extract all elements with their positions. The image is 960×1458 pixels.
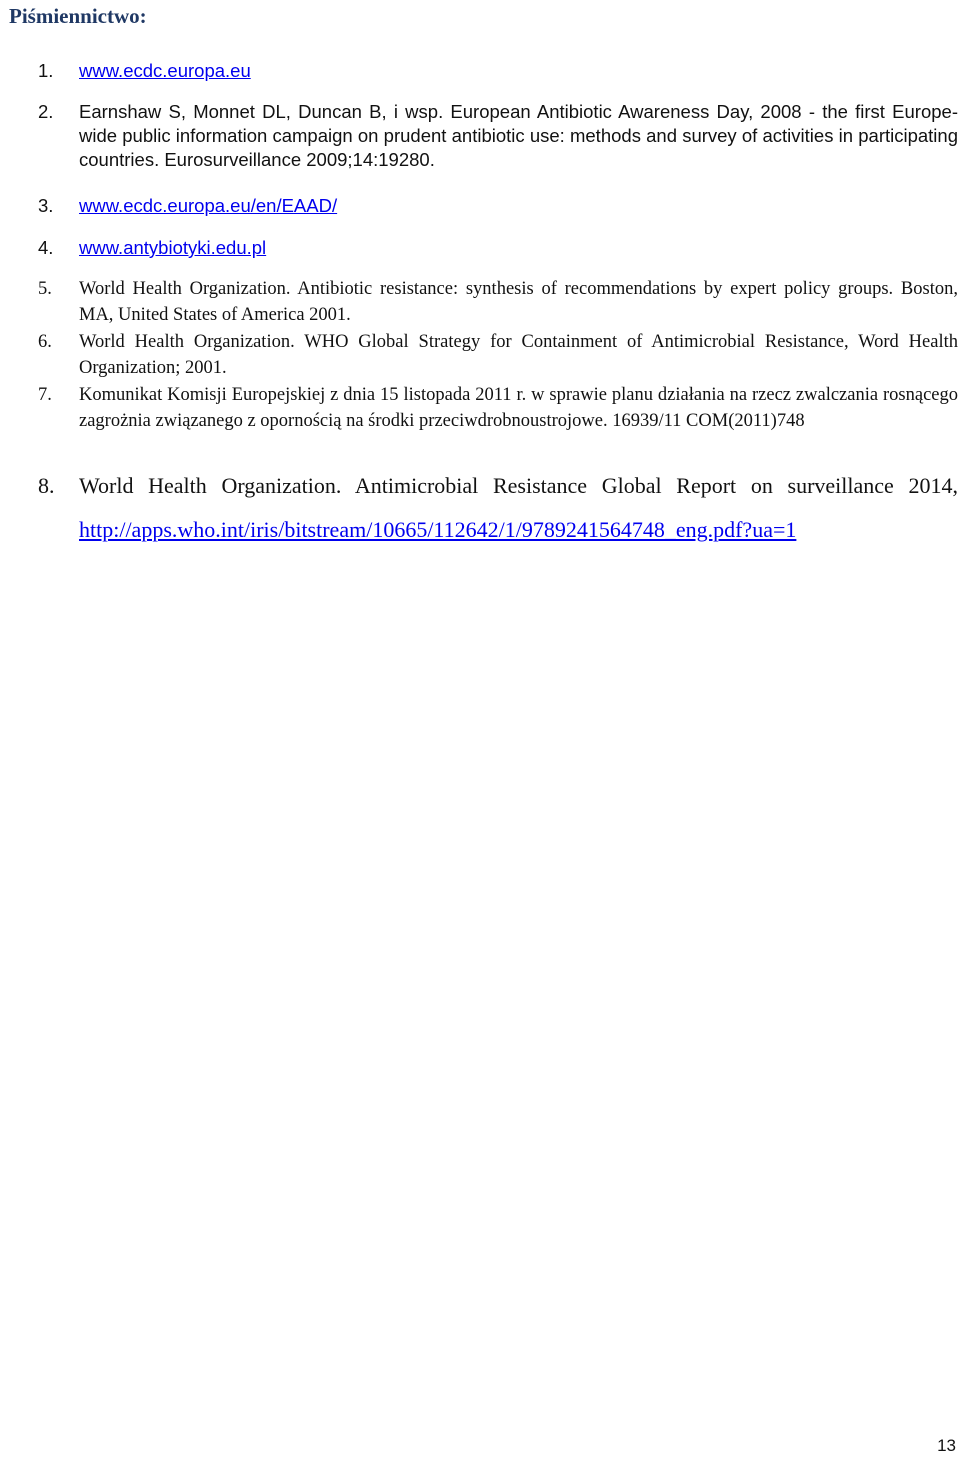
reference-text: Komunikat Komisji Europejskiej z dnia 15 listopada 2011 r. w sprawie planu działania na rzecz zwalczania rosnącego zagrożnia związanego z opornością na środki przeciwdrobnoustrojowe. 16939/11 COM(2011)748 bbox=[79, 385, 958, 431]
reference-text: Earnshaw S, Monnet DL, Duncan B, i wsp. European Antibiotic Awareness Day, 2008 - the first Europe-wide public information campaign on prudent antibiotic use: methods and survey of activities in participating countries. Eurosurveillance 2009;14:19280. bbox=[79, 101, 958, 170]
reference-number: 7. bbox=[38, 385, 52, 405]
reference-text: World Health Organization. Antimicrobial Resistance Global Report on surveillance 2014, bbox=[79, 473, 958, 498]
reference-number: 1. bbox=[38, 60, 54, 81]
reference-link-antybiotyki[interactable]: www.antybiotyki.edu.pl bbox=[79, 237, 267, 258]
reference-text: World Health Organization. WHO Global Strategy for Containment of Antimicrobial Resistance, Word Health Organization; 2001. bbox=[79, 332, 958, 378]
reference-number: 5. bbox=[38, 279, 52, 299]
reference-number: 4. bbox=[38, 237, 54, 258]
reference-number: 8. bbox=[38, 473, 55, 498]
reference-link-eaad[interactable]: www.ecdc.europa.eu/en/EAAD/ bbox=[79, 195, 338, 216]
reference-number: 6. bbox=[38, 332, 52, 352]
reference-text: World Health Organization. Antibiotic resistance: synthesis of recommendations by expert policy groups. Boston, MA, United States of America 2001. bbox=[79, 279, 958, 325]
reference-number: 2. bbox=[38, 101, 54, 122]
reference-link-ecdc[interactable]: www.ecdc.europa.eu bbox=[79, 60, 251, 81]
page-number: 13 bbox=[937, 1436, 956, 1455]
references-heading: Piśmiennictwo: bbox=[9, 4, 147, 28]
reference-number: 3. bbox=[38, 195, 54, 216]
reference-link-who-report[interactable]: http://apps.who.int/iris/bitstream/10665/112642/1/9789241564748_eng.pdf?ua=1 bbox=[79, 517, 797, 542]
